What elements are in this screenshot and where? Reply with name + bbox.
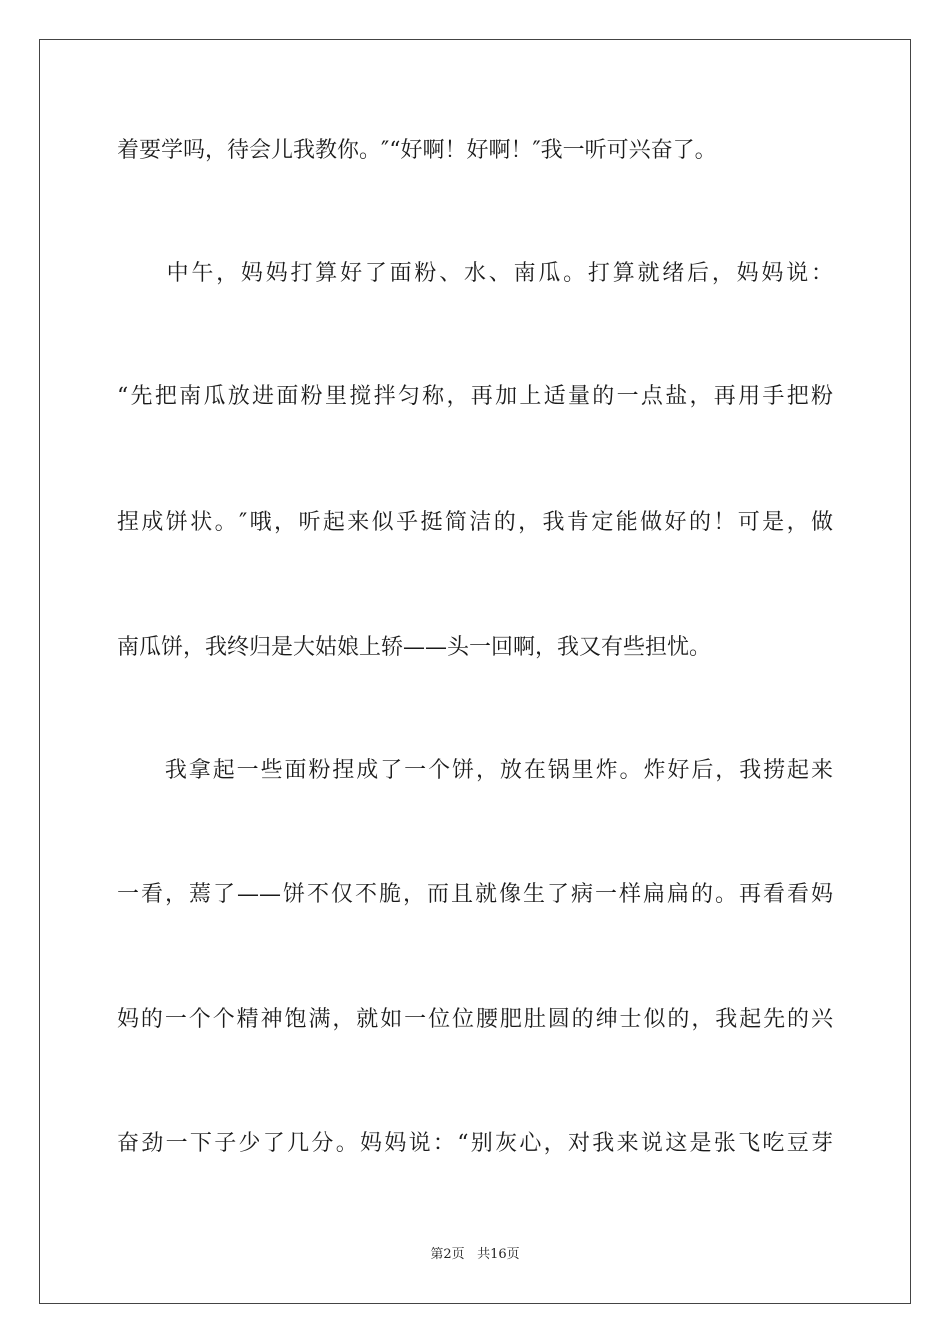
- text-line-3: “先把南瓜放进面粉里搅拌匀称，再加上适量的一点盐，再用手把粉: [117, 384, 833, 409]
- page-total: 共16页: [477, 1247, 520, 1262]
- text-line-6: 我拿起一些面粉捏成了一个饼，放在锅里炸。炸好后，我捞起来: [117, 758, 833, 783]
- page-footer: [0, 1246, 950, 1264]
- text-line-9: 奋劲一下子少了几分。妈妈说：“别灰心，对我来说这是张飞吃豆芽: [117, 1131, 833, 1156]
- text-line-7: 一看，蔫了——饼不仅不脆，而且就像生了病一样扁扁的。再看看妈: [117, 882, 833, 907]
- text-line-8: 妈的一个个精神饱满，就如一位位腰肥肚圆的绅士似的，我起先的兴: [117, 1007, 833, 1032]
- text-line-2: 中午，妈妈打算好了面粉、水、南瓜。打算就绪后，妈妈说：: [117, 261, 833, 286]
- text-line-4: 捏成饼状。″哦，听起来似乎挺简洁的，我肯定能做好的！可是，做: [117, 510, 833, 535]
- page-border: [39, 39, 911, 1304]
- text-line-5: 南瓜饼，我终归是大姑娘上轿——头一回啊，我又有些担忧。: [117, 635, 712, 660]
- page-number: 第2页: [430, 1247, 465, 1262]
- text-line-1: 着要学吗，待会儿我教你。″“好啊！好啊！″我一听可兴奋了。: [117, 138, 717, 163]
